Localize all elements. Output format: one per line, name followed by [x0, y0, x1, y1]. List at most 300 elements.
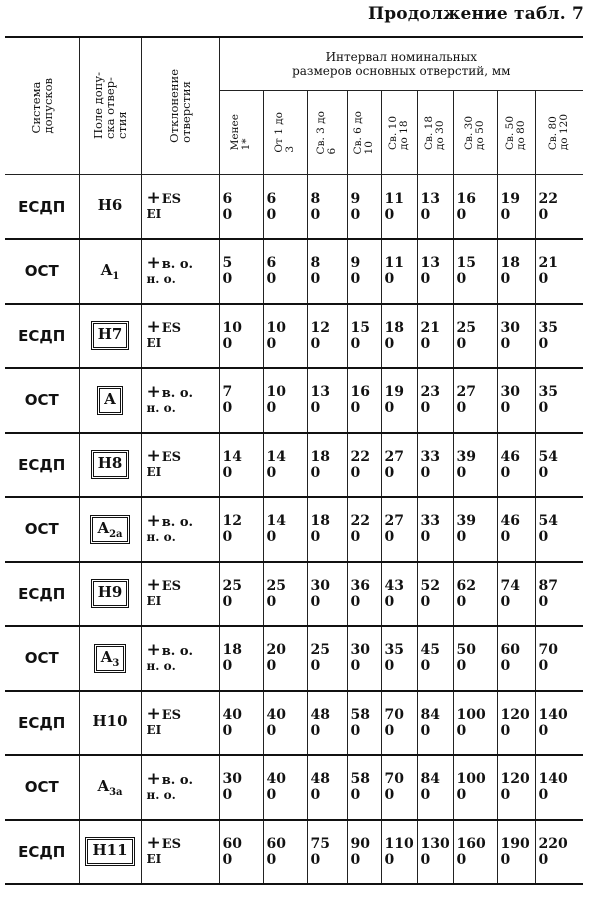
deviation-lower-label: EI — [146, 594, 162, 609]
lower-value: 0 — [350, 593, 361, 610]
upper-value: 12 — [310, 319, 330, 336]
system-cell: ОСТ — [5, 626, 79, 691]
deviation-cell — [141, 626, 219, 691]
field-label — [92, 517, 127, 542]
upper-value: 75 — [310, 835, 330, 852]
field-name: H10 — [92, 712, 128, 731]
upper-value: 18 — [500, 255, 520, 272]
value-cell — [219, 175, 263, 240]
value-cell — [347, 755, 381, 820]
header-system: Система допусков — [5, 37, 79, 175]
upper-value: 60 — [222, 835, 242, 852]
value-cell — [453, 433, 497, 498]
deviation-upper-label: в. о. — [161, 772, 194, 788]
header-interval-4: Св. 10 до 18 — [381, 91, 417, 175]
value-cell — [535, 175, 583, 240]
value-cell — [417, 497, 453, 562]
value-cell — [497, 626, 535, 691]
lower-value: 0 — [222, 271, 233, 288]
lower-value: 0 — [456, 722, 467, 739]
field-cell — [79, 497, 141, 562]
upper-value: 39 — [456, 513, 476, 530]
value-cell — [497, 820, 535, 885]
plus-minus-icon: + — [146, 381, 161, 402]
lower-value: 0 — [310, 271, 321, 288]
deviation-lower-label: EI — [146, 723, 162, 738]
deviation-upper-label: в. о. — [161, 256, 194, 272]
value-cell — [263, 755, 307, 820]
deviation-upper-label: ES — [161, 321, 182, 337]
lower-value: 0 — [500, 658, 511, 675]
field-label — [93, 452, 128, 477]
upper-value: 30 — [310, 577, 330, 594]
lower-value: 0 — [310, 787, 321, 804]
upper-value: 35 — [538, 384, 558, 401]
table-row — [5, 820, 583, 885]
upper-value: 19 — [500, 190, 520, 207]
lower-value: 0 — [266, 529, 277, 546]
upper-value: 20 — [266, 642, 286, 659]
system-cell: ЕСДП — [5, 691, 79, 756]
lower-value: 0 — [310, 529, 321, 546]
deviation-cell — [141, 433, 219, 498]
table-row — [5, 562, 583, 627]
upper-value: 39 — [456, 448, 476, 465]
value-cell — [381, 239, 417, 304]
header-field: Поле допу- ска отвер- стия — [79, 37, 141, 175]
field-cell — [79, 691, 141, 756]
deviation-cell — [141, 691, 219, 756]
upper-value: 140 — [538, 771, 568, 788]
lower-value: 0 — [350, 658, 361, 675]
header-interval-title: Интервал номинальных размеров основных отверстий, мм — [219, 37, 583, 91]
table-row — [5, 433, 583, 498]
upper-value: 18 — [310, 448, 330, 465]
lower-value: 0 — [350, 206, 361, 223]
upper-value: 10 — [266, 384, 286, 401]
lower-value: 0 — [350, 271, 361, 288]
plus-minus-icon: + — [146, 704, 161, 725]
field-name: A — [100, 647, 113, 666]
field-subscript: 3а — [109, 786, 123, 798]
deviation-lower-label: EI — [146, 207, 162, 221]
value-cell — [453, 691, 497, 756]
upper-value: 11 — [384, 190, 404, 207]
lower-value: 0 — [538, 722, 549, 739]
upper-value: 70 — [538, 642, 558, 659]
lower-value: 0 — [384, 658, 395, 675]
value-cell — [307, 562, 347, 627]
lower-value: 0 — [456, 787, 467, 804]
value-cell — [381, 755, 417, 820]
lower-value: 0 — [500, 206, 511, 223]
deviation-upper — [146, 575, 219, 596]
lower-value: 0 — [538, 787, 549, 804]
field-cell — [79, 304, 141, 369]
value-cell — [535, 626, 583, 691]
upper-value: 30 — [500, 384, 520, 401]
lower-value: 0 — [456, 464, 467, 481]
upper-value: 14 — [266, 448, 286, 465]
deviation-upper-label: ES — [161, 708, 182, 724]
field-cell — [79, 175, 141, 240]
upper-value: 87 — [538, 577, 558, 594]
header-interval-2: Св. 3 до 6 — [307, 91, 347, 175]
value-cell — [381, 304, 417, 369]
upper-value: 48 — [310, 706, 330, 723]
lower-value: 0 — [456, 593, 467, 610]
lower-value: 0 — [350, 787, 361, 804]
deviation-upper-label: в. о. — [161, 385, 194, 401]
upper-value: 9 — [350, 255, 361, 272]
field-label — [97, 776, 123, 798]
upper-value: 21 — [420, 319, 440, 336]
field-label — [87, 839, 132, 864]
upper-value: 58 — [350, 771, 370, 788]
upper-value: 30 — [222, 771, 242, 788]
lower-value: 0 — [266, 851, 277, 868]
table-row — [5, 239, 583, 304]
value-cell — [453, 562, 497, 627]
deviation-upper-label: ES — [161, 450, 182, 466]
table-row — [5, 691, 583, 756]
upper-value: 90 — [350, 835, 370, 852]
value-cell — [381, 368, 417, 433]
lower-value: 0 — [350, 464, 361, 481]
field-name: A — [97, 776, 110, 795]
value-cell — [219, 755, 263, 820]
value-cell — [417, 820, 453, 885]
value-cell — [497, 755, 535, 820]
value-cell — [381, 820, 417, 885]
upper-value: 33 — [420, 513, 440, 530]
value-cell — [535, 368, 583, 433]
lower-value: 0 — [222, 529, 233, 546]
value-cell — [453, 820, 497, 885]
header-interval-5: Св. 18 до 30 — [417, 91, 453, 175]
header-interval-1: От 1 до 3 — [263, 91, 307, 175]
field-subscript: 3 — [112, 657, 120, 669]
lower-value: 0 — [500, 529, 511, 546]
value-cell — [535, 755, 583, 820]
lower-value: 0 — [350, 529, 361, 546]
plus-minus-icon: + — [146, 639, 161, 660]
header-interval-6: Св. 30 до 50 — [453, 91, 497, 175]
upper-value: 70 — [384, 771, 404, 788]
lower-value: 0 — [222, 722, 233, 739]
value-cell — [307, 175, 347, 240]
value-cell — [219, 626, 263, 691]
upper-value: 36 — [350, 577, 370, 594]
value-cell — [453, 497, 497, 562]
table-row — [5, 175, 583, 240]
lower-value: 0 — [500, 464, 511, 481]
lower-value: 0 — [456, 206, 467, 223]
value-cell — [307, 820, 347, 885]
deviation-cell — [141, 304, 219, 369]
lower-value: 0 — [420, 851, 431, 868]
upper-value: 15 — [350, 319, 370, 336]
value-cell — [347, 562, 381, 627]
value-cell — [417, 175, 453, 240]
upper-value: 60 — [500, 642, 520, 659]
upper-value: 25 — [456, 319, 476, 336]
value-cell — [453, 175, 497, 240]
value-cell — [263, 626, 307, 691]
upper-value: 27 — [384, 513, 404, 530]
upper-value: 74 — [500, 577, 520, 594]
field-cell — [79, 820, 141, 885]
upper-value: 18 — [384, 319, 404, 336]
value-cell — [347, 175, 381, 240]
value-cell — [381, 562, 417, 627]
value-cell — [347, 368, 381, 433]
lower-value: 0 — [420, 787, 431, 804]
value-cell — [453, 239, 497, 304]
upper-value: 84 — [420, 706, 440, 723]
plus-minus-icon: + — [146, 833, 161, 854]
field-label — [99, 388, 121, 413]
upper-value: 45 — [420, 642, 440, 659]
value-cell — [219, 433, 263, 498]
lower-value: 0 — [456, 335, 467, 352]
value-cell — [219, 562, 263, 627]
header-deviation: Отклонение отверстия — [141, 37, 219, 175]
value-cell — [417, 433, 453, 498]
upper-value: 22 — [350, 513, 370, 530]
upper-value: 6 — [266, 190, 277, 207]
upper-value: 35 — [538, 319, 558, 336]
upper-value: 70 — [384, 706, 404, 723]
lower-value: 0 — [384, 271, 395, 288]
value-cell — [417, 691, 453, 756]
upper-value: 50 — [456, 642, 476, 659]
upper-value: 13 — [420, 190, 440, 207]
deviation-lower-label: EI — [146, 465, 162, 480]
upper-value: 46 — [500, 448, 520, 465]
upper-value: 10 — [266, 319, 286, 336]
deviation-upper-label: в. о. — [161, 643, 194, 659]
header-interval-7: Св. 50 до 80 — [497, 91, 535, 175]
value-cell — [535, 304, 583, 369]
value-cell — [381, 433, 417, 498]
value-cell — [263, 175, 307, 240]
upper-value: 40 — [222, 706, 242, 723]
upper-value: 11 — [384, 255, 404, 272]
value-cell — [497, 304, 535, 369]
lower-value: 0 — [222, 851, 233, 868]
upper-value: 23 — [420, 384, 440, 401]
lower-value: 0 — [384, 464, 395, 481]
lower-value: 0 — [538, 658, 549, 675]
upper-value: 16 — [456, 190, 476, 207]
lower-value: 0 — [222, 335, 233, 352]
system-cell: ОСТ — [5, 368, 79, 433]
value-cell — [417, 626, 453, 691]
upper-value: 15 — [456, 255, 476, 272]
value-cell — [453, 755, 497, 820]
table-row — [5, 368, 583, 433]
field-name: A — [104, 389, 116, 408]
lower-value: 0 — [456, 271, 467, 288]
deviation-cell — [141, 755, 219, 820]
upper-value: 33 — [420, 448, 440, 465]
upper-value: 8 — [310, 255, 321, 272]
value-cell — [263, 820, 307, 885]
value-cell — [263, 562, 307, 627]
lower-value: 0 — [310, 722, 321, 739]
lower-value: 0 — [266, 335, 277, 352]
upper-value: 30 — [500, 319, 520, 336]
upper-value: 10 — [222, 319, 242, 336]
value-cell — [417, 755, 453, 820]
deviation-lower-label: EI — [146, 336, 162, 351]
plus-minus-icon: + — [146, 575, 161, 596]
value-cell — [347, 626, 381, 691]
value-cell — [307, 433, 347, 498]
field-name: A — [100, 260, 113, 279]
upper-value: 140 — [538, 706, 568, 723]
value-cell — [381, 497, 417, 562]
lower-value: 0 — [538, 400, 549, 417]
field-label — [93, 323, 128, 348]
lower-value: 0 — [500, 271, 511, 288]
field-label — [100, 260, 120, 282]
value-cell — [381, 691, 417, 756]
lower-value: 0 — [310, 335, 321, 352]
value-cell — [535, 239, 583, 304]
system-cell: ЕСДП — [5, 175, 79, 240]
lower-value: 0 — [456, 851, 467, 868]
value-cell — [381, 626, 417, 691]
value-cell — [497, 433, 535, 498]
value-cell — [219, 304, 263, 369]
lower-value: 0 — [310, 851, 321, 868]
lower-value: 0 — [310, 658, 321, 675]
field-cell — [79, 562, 141, 627]
deviation-lower-label: н. о. — [146, 529, 176, 544]
value-cell — [263, 691, 307, 756]
field-name: H6 — [97, 196, 123, 214]
value-cell — [497, 691, 535, 756]
upper-value: 18 — [222, 642, 242, 659]
lower-value: 0 — [420, 335, 431, 352]
upper-value: 190 — [500, 835, 530, 852]
value-cell — [497, 368, 535, 433]
value-cell — [497, 497, 535, 562]
system-cell: ЕСДП — [5, 304, 79, 369]
lower-value: 0 — [266, 787, 277, 804]
lower-value: 0 — [350, 851, 361, 868]
lower-value: 0 — [420, 658, 431, 675]
lower-value: 0 — [420, 400, 431, 417]
value-cell — [347, 304, 381, 369]
value-cell — [219, 691, 263, 756]
upper-value: 27 — [456, 384, 476, 401]
deviation-cell — [141, 497, 219, 562]
lower-value: 0 — [500, 335, 511, 352]
upper-value: 43 — [384, 577, 404, 594]
value-cell — [381, 175, 417, 240]
value-cell — [219, 497, 263, 562]
lower-value: 0 — [350, 722, 361, 739]
lower-value: 0 — [310, 464, 321, 481]
table-caption: Продолжение табл. 7 — [367, 4, 584, 24]
upper-value: 84 — [420, 771, 440, 788]
value-cell — [535, 433, 583, 498]
upper-value: 25 — [310, 642, 330, 659]
upper-value: 25 — [222, 577, 242, 594]
header-interval-0: Менее 1* — [219, 91, 263, 175]
deviation-cell — [141, 175, 219, 240]
deviation-upper — [146, 833, 219, 854]
field-name: H9 — [97, 583, 123, 602]
deviation-upper — [146, 252, 219, 273]
value-cell — [497, 562, 535, 627]
upper-value: 54 — [538, 448, 558, 465]
upper-value: 120 — [500, 706, 530, 723]
header-interval-3: Св. 6 до 10 — [347, 91, 381, 175]
value-cell — [263, 433, 307, 498]
value-cell — [453, 626, 497, 691]
table-body — [5, 175, 583, 885]
field-label — [96, 646, 125, 671]
field-label — [93, 581, 128, 606]
plus-minus-icon: + — [146, 317, 161, 338]
lower-value: 0 — [538, 464, 549, 481]
lower-value: 0 — [420, 206, 431, 223]
value-cell — [347, 820, 381, 885]
upper-value: 27 — [384, 448, 404, 465]
system-cell: ОСТ — [5, 755, 79, 820]
deviation-upper-label: в. о. — [161, 514, 194, 530]
upper-value: 8 — [310, 190, 321, 207]
table-header — [5, 37, 583, 175]
lower-value: 0 — [456, 400, 467, 417]
upper-value: 19 — [384, 384, 404, 401]
value-cell — [307, 304, 347, 369]
upper-value: 160 — [456, 835, 486, 852]
lower-value: 0 — [420, 464, 431, 481]
lower-value: 0 — [222, 464, 233, 481]
upper-value: 40 — [266, 706, 286, 723]
lower-value: 0 — [384, 722, 395, 739]
upper-value: 6 — [222, 190, 233, 207]
deviation-lower-label: н. о. — [146, 400, 176, 415]
field-cell — [79, 239, 141, 304]
value-cell — [219, 820, 263, 885]
lower-value: 0 — [538, 851, 549, 868]
value-cell — [497, 239, 535, 304]
upper-value: 13 — [310, 384, 330, 401]
lower-value: 0 — [222, 593, 233, 610]
deviation-upper-label: ES — [161, 579, 182, 595]
lower-value: 0 — [266, 658, 277, 675]
lower-value: 0 — [350, 335, 361, 352]
value-cell — [307, 691, 347, 756]
value-cell — [535, 691, 583, 756]
upper-value: 60 — [266, 835, 286, 852]
lower-value: 0 — [500, 851, 511, 868]
field-name: H7 — [97, 325, 123, 344]
value-cell — [263, 368, 307, 433]
lower-value: 0 — [310, 593, 321, 610]
system-cell: ЕСДП — [5, 433, 79, 498]
value-cell — [307, 368, 347, 433]
lower-value: 0 — [500, 593, 511, 610]
field-label — [92, 712, 127, 730]
upper-value: 13 — [420, 255, 440, 272]
